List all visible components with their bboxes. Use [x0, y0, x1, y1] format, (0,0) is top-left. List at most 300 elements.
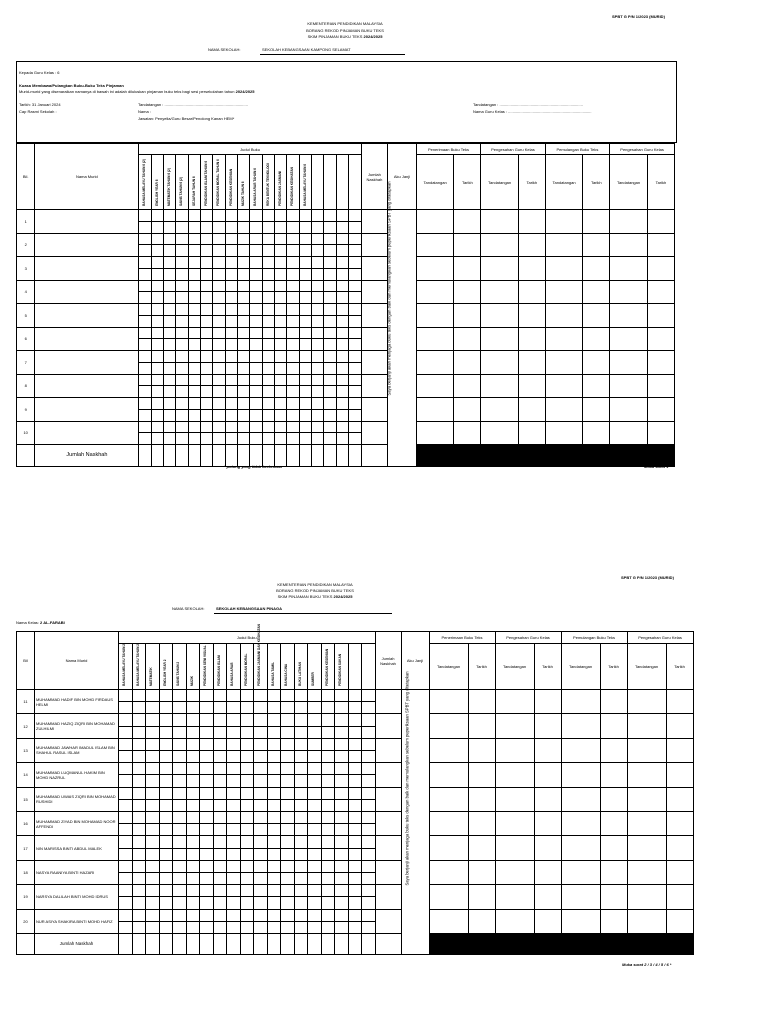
sign-date-cell[interactable]: [666, 690, 693, 714]
sign-date-cell[interactable]: [627, 714, 666, 738]
sign-date-cell[interactable]: [468, 690, 495, 714]
book-cell[interactable]: [254, 811, 268, 835]
book-cell[interactable]: [159, 787, 173, 811]
book-cell[interactable]: [225, 233, 237, 257]
sign-date-cell[interactable]: [561, 763, 600, 787]
book-cell[interactable]: [281, 909, 295, 933]
book-cell[interactable]: [275, 233, 287, 257]
book-cell[interactable]: [164, 327, 176, 351]
book-cell[interactable]: [335, 690, 349, 714]
book-cell[interactable]: [254, 836, 268, 860]
jumlah-cell[interactable]: [375, 836, 401, 860]
book-cell[interactable]: [349, 374, 362, 398]
book-cell[interactable]: [336, 304, 348, 328]
book-cell[interactable]: [159, 811, 173, 835]
book-cell[interactable]: [139, 257, 151, 281]
sign-date-cell[interactable]: [600, 885, 627, 909]
book-cell[interactable]: [240, 836, 254, 860]
student-name[interactable]: [35, 210, 139, 234]
book-cell[interactable]: [275, 421, 287, 445]
book-cell[interactable]: [132, 763, 146, 787]
book-cell[interactable]: [250, 351, 262, 375]
book-cell[interactable]: [225, 304, 237, 328]
book-cell[interactable]: [176, 398, 188, 422]
book-cell[interactable]: [281, 690, 295, 714]
book-cell[interactable]: [312, 327, 324, 351]
book-cell[interactable]: [275, 304, 287, 328]
jumlah-cell[interactable]: [375, 787, 401, 811]
sign-date-cell[interactable]: [610, 304, 648, 328]
total-book-cell[interactable]: [176, 445, 188, 467]
book-cell[interactable]: [173, 738, 187, 762]
book-cell[interactable]: [348, 763, 362, 787]
book-cell[interactable]: [238, 398, 250, 422]
book-cell[interactable]: [227, 787, 241, 811]
book-cell[interactable]: [213, 885, 227, 909]
sign-date-cell[interactable]: [583, 374, 610, 398]
book-cell[interactable]: [294, 690, 308, 714]
sign-date-cell[interactable]: [429, 811, 468, 835]
book-cell[interactable]: [287, 233, 299, 257]
book-cell[interactable]: [186, 763, 200, 787]
sign-date-cell[interactable]: [518, 351, 545, 375]
book-cell[interactable]: [321, 885, 335, 909]
book-cell[interactable]: [312, 257, 324, 281]
book-cell[interactable]: [132, 690, 146, 714]
book-cell[interactable]: [294, 763, 308, 787]
book-cell[interactable]: [132, 811, 146, 835]
sign-date-cell[interactable]: [454, 374, 481, 398]
book-cell[interactable]: [213, 738, 227, 762]
sign-date-cell[interactable]: [647, 257, 674, 281]
book-cell[interactable]: [294, 811, 308, 835]
sign-date-cell[interactable]: [495, 811, 534, 835]
book-cell[interactable]: [299, 374, 311, 398]
book-cell[interactable]: [321, 763, 335, 787]
sign-date-cell[interactable]: [666, 787, 693, 811]
book-cell[interactable]: [119, 763, 133, 787]
book-cell[interactable]: [139, 233, 151, 257]
sign-date-cell[interactable]: [545, 304, 583, 328]
book-cell[interactable]: [335, 909, 349, 933]
jumlah-cell[interactable]: [361, 374, 388, 398]
book-cell[interactable]: [321, 909, 335, 933]
book-cell[interactable]: [225, 398, 237, 422]
book-cell[interactable]: [336, 257, 348, 281]
book-cell[interactable]: [324, 210, 336, 234]
book-cell[interactable]: [188, 210, 200, 234]
book-cell[interactable]: [362, 909, 376, 933]
book-cell[interactable]: [240, 860, 254, 884]
book-cell[interactable]: [267, 738, 281, 762]
book-cell[interactable]: [308, 836, 322, 860]
book-cell[interactable]: [321, 738, 335, 762]
book-cell[interactable]: [146, 738, 160, 762]
book-cell[interactable]: [173, 787, 187, 811]
book-cell[interactable]: [349, 233, 362, 257]
book-cell[interactable]: [132, 909, 146, 933]
sign-date-cell[interactable]: [454, 351, 481, 375]
book-cell[interactable]: [349, 421, 362, 445]
book-cell[interactable]: [335, 836, 349, 860]
sign-date-cell[interactable]: [647, 210, 674, 234]
book-cell[interactable]: [173, 885, 187, 909]
book-cell[interactable]: [151, 304, 163, 328]
sign-date-cell[interactable]: [495, 836, 534, 860]
sign-date-cell[interactable]: [495, 690, 534, 714]
total-book-cell[interactable]: [254, 933, 268, 954]
total-book-cell[interactable]: [201, 445, 213, 467]
book-cell[interactable]: [213, 257, 225, 281]
sign-date-cell[interactable]: [468, 885, 495, 909]
book-cell[interactable]: [254, 909, 268, 933]
book-cell[interactable]: [267, 885, 281, 909]
book-cell[interactable]: [348, 714, 362, 738]
book-cell[interactable]: [262, 327, 274, 351]
sign-date-cell[interactable]: [429, 909, 468, 933]
jumlah-cell[interactable]: [375, 738, 401, 762]
sign-date-cell[interactable]: [454, 327, 481, 351]
book-cell[interactable]: [186, 885, 200, 909]
book-cell[interactable]: [213, 374, 225, 398]
book-cell[interactable]: [362, 714, 376, 738]
book-cell[interactable]: [173, 860, 187, 884]
book-cell[interactable]: [281, 714, 295, 738]
book-cell[interactable]: [227, 909, 241, 933]
book-cell[interactable]: [173, 714, 187, 738]
book-cell[interactable]: [200, 714, 214, 738]
sign-date-cell[interactable]: [534, 738, 561, 762]
book-cell[interactable]: [349, 210, 362, 234]
sign-date-cell[interactable]: [416, 210, 454, 234]
book-cell[interactable]: [281, 738, 295, 762]
book-cell[interactable]: [254, 690, 268, 714]
book-cell[interactable]: [213, 351, 225, 375]
book-cell[interactable]: [335, 885, 349, 909]
book-cell[interactable]: [186, 690, 200, 714]
book-cell[interactable]: [146, 885, 160, 909]
sign-date-cell[interactable]: [627, 738, 666, 762]
book-cell[interactable]: [308, 763, 322, 787]
total-book-cell[interactable]: [324, 445, 336, 467]
jumlah-cell[interactable]: [361, 327, 388, 351]
sign-date-cell[interactable]: [583, 210, 610, 234]
sign-date-cell[interactable]: [666, 860, 693, 884]
book-cell[interactable]: [281, 885, 295, 909]
sign-date-cell[interactable]: [495, 909, 534, 933]
student-name[interactable]: NIN MARISSA BINTI ABDUL MALEK: [35, 836, 119, 860]
book-cell[interactable]: [176, 233, 188, 257]
book-cell[interactable]: [336, 398, 348, 422]
book-cell[interactable]: [287, 374, 299, 398]
book-cell[interactable]: [250, 280, 262, 304]
total-book-cell[interactable]: [294, 933, 308, 954]
sign-date-cell[interactable]: [545, 257, 583, 281]
book-cell[interactable]: [188, 398, 200, 422]
book-cell[interactable]: [267, 811, 281, 835]
book-cell[interactable]: [159, 860, 173, 884]
sign-date-cell[interactable]: [495, 763, 534, 787]
book-cell[interactable]: [254, 860, 268, 884]
book-cell[interactable]: [240, 787, 254, 811]
book-cell[interactable]: [254, 787, 268, 811]
sign-date-cell[interactable]: [518, 327, 545, 351]
total-book-cell[interactable]: [348, 933, 362, 954]
sign-date-cell[interactable]: [647, 233, 674, 257]
book-cell[interactable]: [348, 836, 362, 860]
book-cell[interactable]: [164, 304, 176, 328]
sign-date-cell[interactable]: [454, 304, 481, 328]
total-book-cell[interactable]: [139, 445, 151, 467]
book-cell[interactable]: [119, 909, 133, 933]
book-cell[interactable]: [281, 836, 295, 860]
sign-date-cell[interactable]: [610, 351, 648, 375]
sign-date-cell[interactable]: [600, 690, 627, 714]
book-cell[interactable]: [312, 304, 324, 328]
book-cell[interactable]: [164, 421, 176, 445]
book-cell[interactable]: [159, 836, 173, 860]
sign-date-cell[interactable]: [545, 280, 583, 304]
sign-date-cell[interactable]: [600, 909, 627, 933]
student-name[interactable]: [35, 257, 139, 281]
book-cell[interactable]: [362, 885, 376, 909]
sign-date-cell[interactable]: [534, 787, 561, 811]
book-cell[interactable]: [294, 714, 308, 738]
sign-date-cell[interactable]: [600, 787, 627, 811]
sign-date-cell[interactable]: [454, 421, 481, 445]
book-cell[interactable]: [262, 233, 274, 257]
book-cell[interactable]: [186, 860, 200, 884]
sign-date-cell[interactable]: [429, 836, 468, 860]
student-name[interactable]: MUHAMMAD HAZIQ ZIQRI BIN MOHAMAD ZULHILMI: [35, 714, 119, 738]
book-cell[interactable]: [250, 327, 262, 351]
sign-date-cell[interactable]: [481, 304, 519, 328]
sign-date-cell[interactable]: [583, 398, 610, 422]
book-cell[interactable]: [225, 351, 237, 375]
sign-date-cell[interactable]: [495, 787, 534, 811]
book-cell[interactable]: [240, 690, 254, 714]
sign-date-cell[interactable]: [583, 257, 610, 281]
book-cell[interactable]: [308, 738, 322, 762]
sign-date-cell[interactable]: [666, 763, 693, 787]
book-cell[interactable]: [132, 885, 146, 909]
sign-date-cell[interactable]: [454, 280, 481, 304]
book-cell[interactable]: [188, 327, 200, 351]
book-cell[interactable]: [348, 787, 362, 811]
book-cell[interactable]: [275, 257, 287, 281]
sign-date-cell[interactable]: [600, 714, 627, 738]
book-cell[interactable]: [159, 763, 173, 787]
book-cell[interactable]: [213, 304, 225, 328]
book-cell[interactable]: [238, 280, 250, 304]
book-cell[interactable]: [201, 257, 213, 281]
sign-date-cell[interactable]: [534, 836, 561, 860]
book-cell[interactable]: [238, 257, 250, 281]
book-cell[interactable]: [299, 398, 311, 422]
total-book-cell[interactable]: [132, 933, 146, 954]
book-cell[interactable]: [250, 421, 262, 445]
book-cell[interactable]: [275, 374, 287, 398]
total-book-cell[interactable]: [159, 933, 173, 954]
sign-date-cell[interactable]: [627, 836, 666, 860]
book-cell[interactable]: [321, 714, 335, 738]
book-cell[interactable]: [213, 398, 225, 422]
sign-date-cell[interactable]: [534, 811, 561, 835]
book-cell[interactable]: [227, 738, 241, 762]
book-cell[interactable]: [188, 257, 200, 281]
book-cell[interactable]: [275, 398, 287, 422]
book-cell[interactable]: [240, 714, 254, 738]
sign-date-cell[interactable]: [561, 811, 600, 835]
sign-date-cell[interactable]: [416, 374, 454, 398]
book-cell[interactable]: [262, 421, 274, 445]
sign-date-cell[interactable]: [481, 351, 519, 375]
book-cell[interactable]: [139, 280, 151, 304]
sign-date-cell[interactable]: [610, 280, 648, 304]
book-cell[interactable]: [349, 398, 362, 422]
book-cell[interactable]: [186, 811, 200, 835]
book-cell[interactable]: [186, 714, 200, 738]
sign-date-cell[interactable]: [627, 860, 666, 884]
sign-date-cell[interactable]: [518, 421, 545, 445]
book-cell[interactable]: [335, 787, 349, 811]
book-cell[interactable]: [281, 763, 295, 787]
sign-date-cell[interactable]: [600, 738, 627, 762]
book-cell[interactable]: [151, 351, 163, 375]
book-cell[interactable]: [227, 811, 241, 835]
total-book-cell[interactable]: [227, 933, 241, 954]
book-cell[interactable]: [308, 811, 322, 835]
sign-date-cell[interactable]: [561, 787, 600, 811]
sign-date-cell[interactable]: [666, 909, 693, 933]
sign-date-cell[interactable]: [454, 257, 481, 281]
sign-date-cell[interactable]: [583, 233, 610, 257]
book-cell[interactable]: [188, 351, 200, 375]
jumlah-cell[interactable]: [375, 860, 401, 884]
sign-date-cell[interactable]: [416, 233, 454, 257]
book-cell[interactable]: [164, 398, 176, 422]
sign-date-cell[interactable]: [647, 304, 674, 328]
student-name[interactable]: [35, 233, 139, 257]
total-book-cell[interactable]: [281, 933, 295, 954]
jumlah-cell[interactable]: [361, 210, 388, 234]
book-cell[interactable]: [186, 909, 200, 933]
sign-date-cell[interactable]: [610, 210, 648, 234]
book-cell[interactable]: [176, 210, 188, 234]
total-book-cell[interactable]: [299, 445, 311, 467]
book-cell[interactable]: [321, 787, 335, 811]
sign-date-cell[interactable]: [534, 690, 561, 714]
book-cell[interactable]: [294, 885, 308, 909]
book-cell[interactable]: [238, 374, 250, 398]
book-cell[interactable]: [324, 374, 336, 398]
book-cell[interactable]: [227, 690, 241, 714]
total-book-cell[interactable]: [312, 445, 324, 467]
book-cell[interactable]: [213, 327, 225, 351]
sign-date-cell[interactable]: [429, 714, 468, 738]
sign-date-cell[interactable]: [518, 233, 545, 257]
student-name[interactable]: NASYA RAANIYA BINTI HAZARI: [35, 860, 119, 884]
book-cell[interactable]: [151, 280, 163, 304]
book-cell[interactable]: [213, 233, 225, 257]
sign-date-cell[interactable]: [416, 257, 454, 281]
sign-date-cell[interactable]: [468, 836, 495, 860]
book-cell[interactable]: [312, 398, 324, 422]
total-book-cell[interactable]: [308, 933, 322, 954]
book-cell[interactable]: [186, 836, 200, 860]
book-cell[interactable]: [321, 860, 335, 884]
sign-date-cell[interactable]: [416, 398, 454, 422]
book-cell[interactable]: [139, 374, 151, 398]
total-book-cell[interactable]: [213, 933, 227, 954]
book-cell[interactable]: [299, 304, 311, 328]
book-cell[interactable]: [201, 351, 213, 375]
book-cell[interactable]: [335, 763, 349, 787]
sign-date-cell[interactable]: [545, 327, 583, 351]
sign-date-cell[interactable]: [518, 257, 545, 281]
book-cell[interactable]: [281, 860, 295, 884]
total-book-cell[interactable]: [146, 933, 160, 954]
book-cell[interactable]: [186, 738, 200, 762]
book-cell[interactable]: [151, 210, 163, 234]
book-cell[interactable]: [299, 280, 311, 304]
book-cell[interactable]: [225, 280, 237, 304]
sign-date-cell[interactable]: [518, 280, 545, 304]
book-cell[interactable]: [287, 257, 299, 281]
book-cell[interactable]: [348, 811, 362, 835]
book-cell[interactable]: [201, 374, 213, 398]
book-cell[interactable]: [151, 257, 163, 281]
sign-date-cell[interactable]: [481, 233, 519, 257]
sign-date-cell[interactable]: [545, 421, 583, 445]
book-cell[interactable]: [321, 690, 335, 714]
book-cell[interactable]: [151, 374, 163, 398]
sign-date-cell[interactable]: [481, 210, 519, 234]
book-cell[interactable]: [146, 811, 160, 835]
book-cell[interactable]: [225, 421, 237, 445]
book-cell[interactable]: [287, 280, 299, 304]
book-cell[interactable]: [164, 210, 176, 234]
jumlah-cell[interactable]: [361, 421, 388, 445]
book-cell[interactable]: [312, 210, 324, 234]
book-cell[interactable]: [227, 763, 241, 787]
book-cell[interactable]: [225, 374, 237, 398]
book-cell[interactable]: [262, 398, 274, 422]
sign-date-cell[interactable]: [561, 860, 600, 884]
book-cell[interactable]: [139, 398, 151, 422]
total-book-cell[interactable]: [349, 445, 362, 467]
book-cell[interactable]: [186, 787, 200, 811]
book-cell[interactable]: [139, 304, 151, 328]
sign-date-cell[interactable]: [429, 738, 468, 762]
book-cell[interactable]: [336, 280, 348, 304]
book-cell[interactable]: [336, 210, 348, 234]
book-cell[interactable]: [294, 836, 308, 860]
sign-date-cell[interactable]: [429, 690, 468, 714]
sign-date-cell[interactable]: [610, 398, 648, 422]
sign-date-cell[interactable]: [518, 374, 545, 398]
book-cell[interactable]: [336, 351, 348, 375]
book-cell[interactable]: [254, 738, 268, 762]
book-cell[interactable]: [200, 763, 214, 787]
sign-date-cell[interactable]: [468, 787, 495, 811]
total-book-cell[interactable]: [119, 933, 133, 954]
book-cell[interactable]: [281, 811, 295, 835]
sign-date-cell[interactable]: [481, 398, 519, 422]
jumlah-cell[interactable]: [375, 763, 401, 787]
book-cell[interactable]: [200, 885, 214, 909]
sign-date-cell[interactable]: [468, 738, 495, 762]
